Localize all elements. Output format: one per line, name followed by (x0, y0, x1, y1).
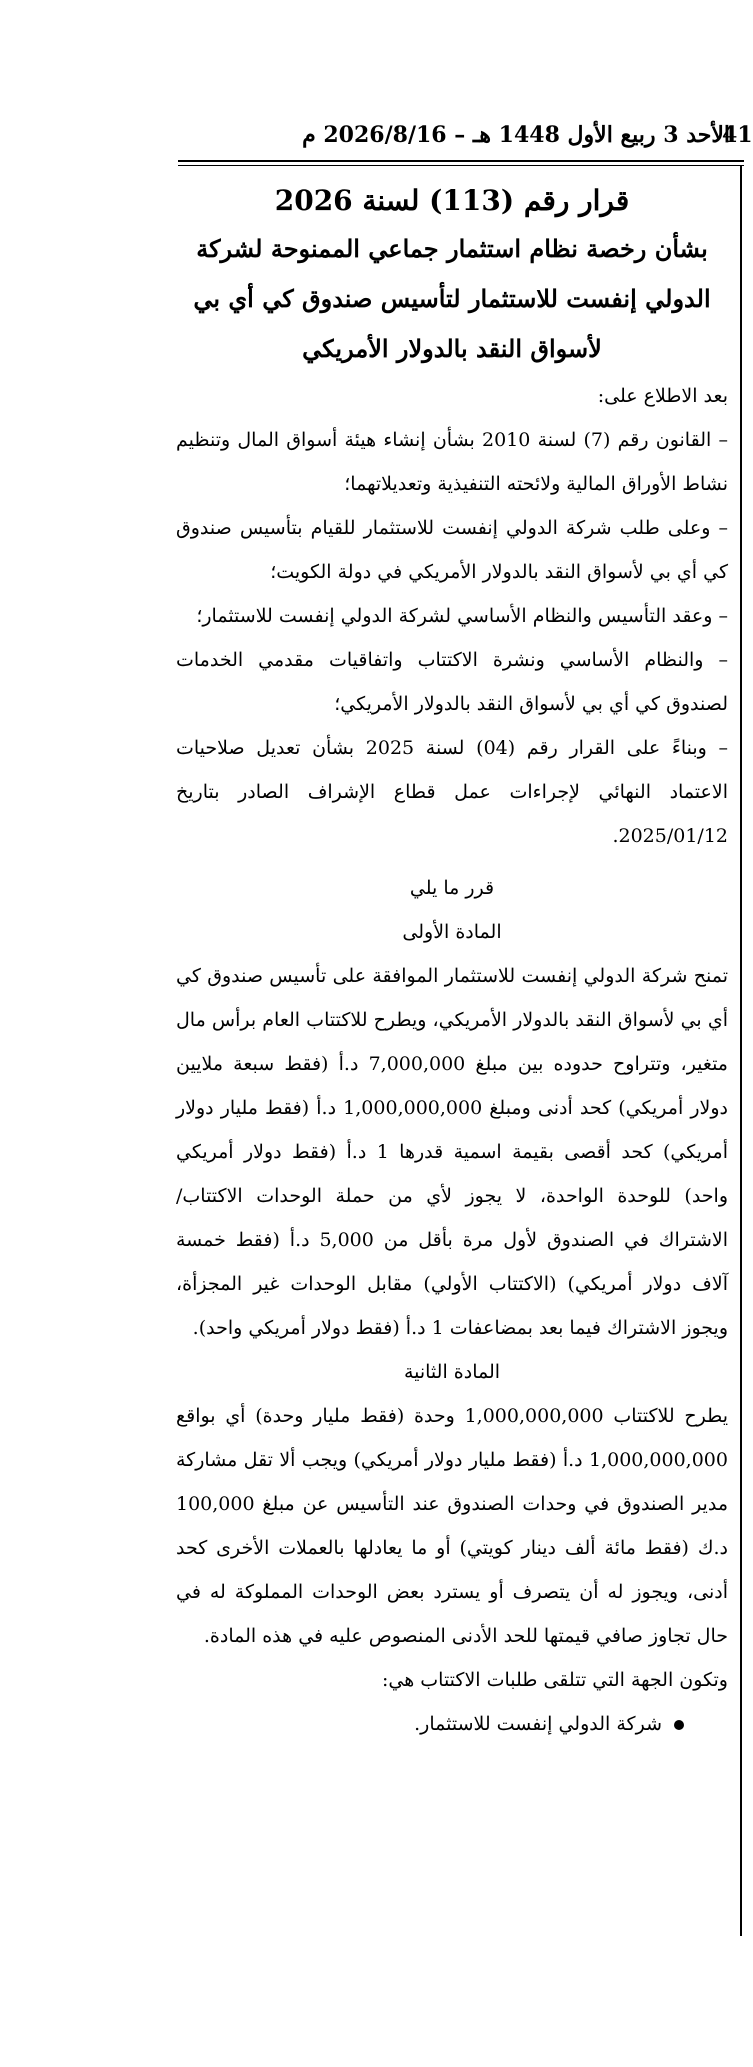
subscription-entity: شركة الدولي إنفست للاستثمار. (414, 1713, 662, 1735)
page-number: 41 (722, 122, 753, 148)
preamble-item: – والنظام الأساسي ونشرة الاكتتاب واتفاقيات مقدمي الخدمات لصندوق كي أي بي لأسواق النقد بالدولار الأمريكي؛ (176, 649, 728, 715)
subscription-intro: وتكون الجهة التي تتلقى طلبات الاكتتاب هي: (381, 1669, 728, 1691)
preamble-item: – وبناءً على القرار رقم (04) لسنة 2025 بشأن تعديل صلاحيات الاعتماد النهائي لإجراءات عمل قطاع الإشراف الصادر بتاريخ 2025/01/12. (176, 737, 729, 847)
decision-subject-line-2: الدولي إنفست للاستثمار لتأسيس صندوق كي أي بي (193, 284, 711, 313)
preamble-item: – القانون رقم (7) لسنة 2010 بشأن إنشاء هيئة أسواق المال وتنظيم نشاط الأوراق المالية ولائحته التنفيذية وتعديلاتهما؛ (176, 429, 728, 495)
header-rule (178, 160, 744, 162)
column-rule (740, 166, 742, 1936)
decision-body (176, 178, 728, 1746)
preamble-item: – وعلى طلب شركة الدولي إنفست للاستثمار للقيام بتأسيس صندوق كي أي بي لأسواق النقد بالدولار الأمريكي في دولة الكويت؛ (176, 517, 728, 583)
article-2-text: يطرح للاكتتاب 1,000,000,000 وحدة (فقط مليار وحدة) أي بواقع 1,000,000,000 د.أ (فقط مليار دولار أمريكي) ويجب ألا تقل مشاركة مدير الصندوق في وحدات الصندوق عند التأسيس عن مبلغ 100,000 د.ك (فقط مائة ألف دينار كويتي) أو ما يعادلها بالعملات الأخرى كحد أدنى، ويجوز له أن يتصرف أو يسترد بعض الوحدات المملوكة له في حال تجاوز صافي قيمتها للحد الأدنى المنصوص عليه في هذه المادة. (176, 1405, 729, 1647)
running-header-date: الأحد 3 ربيع الأول 1448 هـ – 2026/8/16 م (302, 122, 730, 148)
decision-subject-line-1: بشأن رخصة نظام استثمار جماعي الممنوحة لشركة (196, 234, 708, 263)
article-2-heading: المادة الثانية (403, 1361, 501, 1383)
resolved-heading: قرر ما يلي (409, 877, 495, 899)
header-rule-thin (178, 165, 744, 166)
preamble-item: – وعقد التأسيس والنظام الأساسي لشركة الدولي إنفست للاستثمار؛ (196, 605, 728, 627)
subscription-entity-list (176, 1702, 728, 1746)
preamble-intro: بعد الاطلاع على: (597, 385, 728, 407)
article-1-text: تمنح شركة الدولي إنفست للاستثمار الموافقة على تأسيس صندوق كي أي بي لأسواق النقد بالدولار الأمريكي، ويطرح للاكتتاب العام برأس مال متغير، وتتراوح حدوده بين مبلغ 7,000,000 د.أ (فقط سبعة ملايين دولار أمريكي) كحد أدنى ومبلغ 1,000,000,000 د.أ (فقط مليار دولار أمريكي) كحد أقصى بقيمة اسمية قدرها 1 د.أ (فقط دولار أمريكي واحد) للوحدة الواحدة، لا يجوز لأي من حملة الوحدات الاكتتاب/الاشتراك في الصندوق لأول مرة بأقل من 5,000 د.أ (فقط خمسة آلاف دولار أمريكي) (الاكتتاب الأولي) مقابل الوحدات غير المجزأة، ويجوز الاشتراك فيما بعد بمضاعفات 1 د.أ (فقط دولار أمريكي واحد). (176, 965, 728, 1339)
article-1-heading: المادة الأولى (402, 921, 502, 943)
decision-subject-line-3: لأسواق النقد بالدولار الأمريكي (302, 334, 602, 363)
list-item (176, 1702, 684, 1746)
decision-title: قرار رقم (113) لسنة 2026 (274, 184, 630, 217)
bullet-icon (674, 1720, 684, 1730)
